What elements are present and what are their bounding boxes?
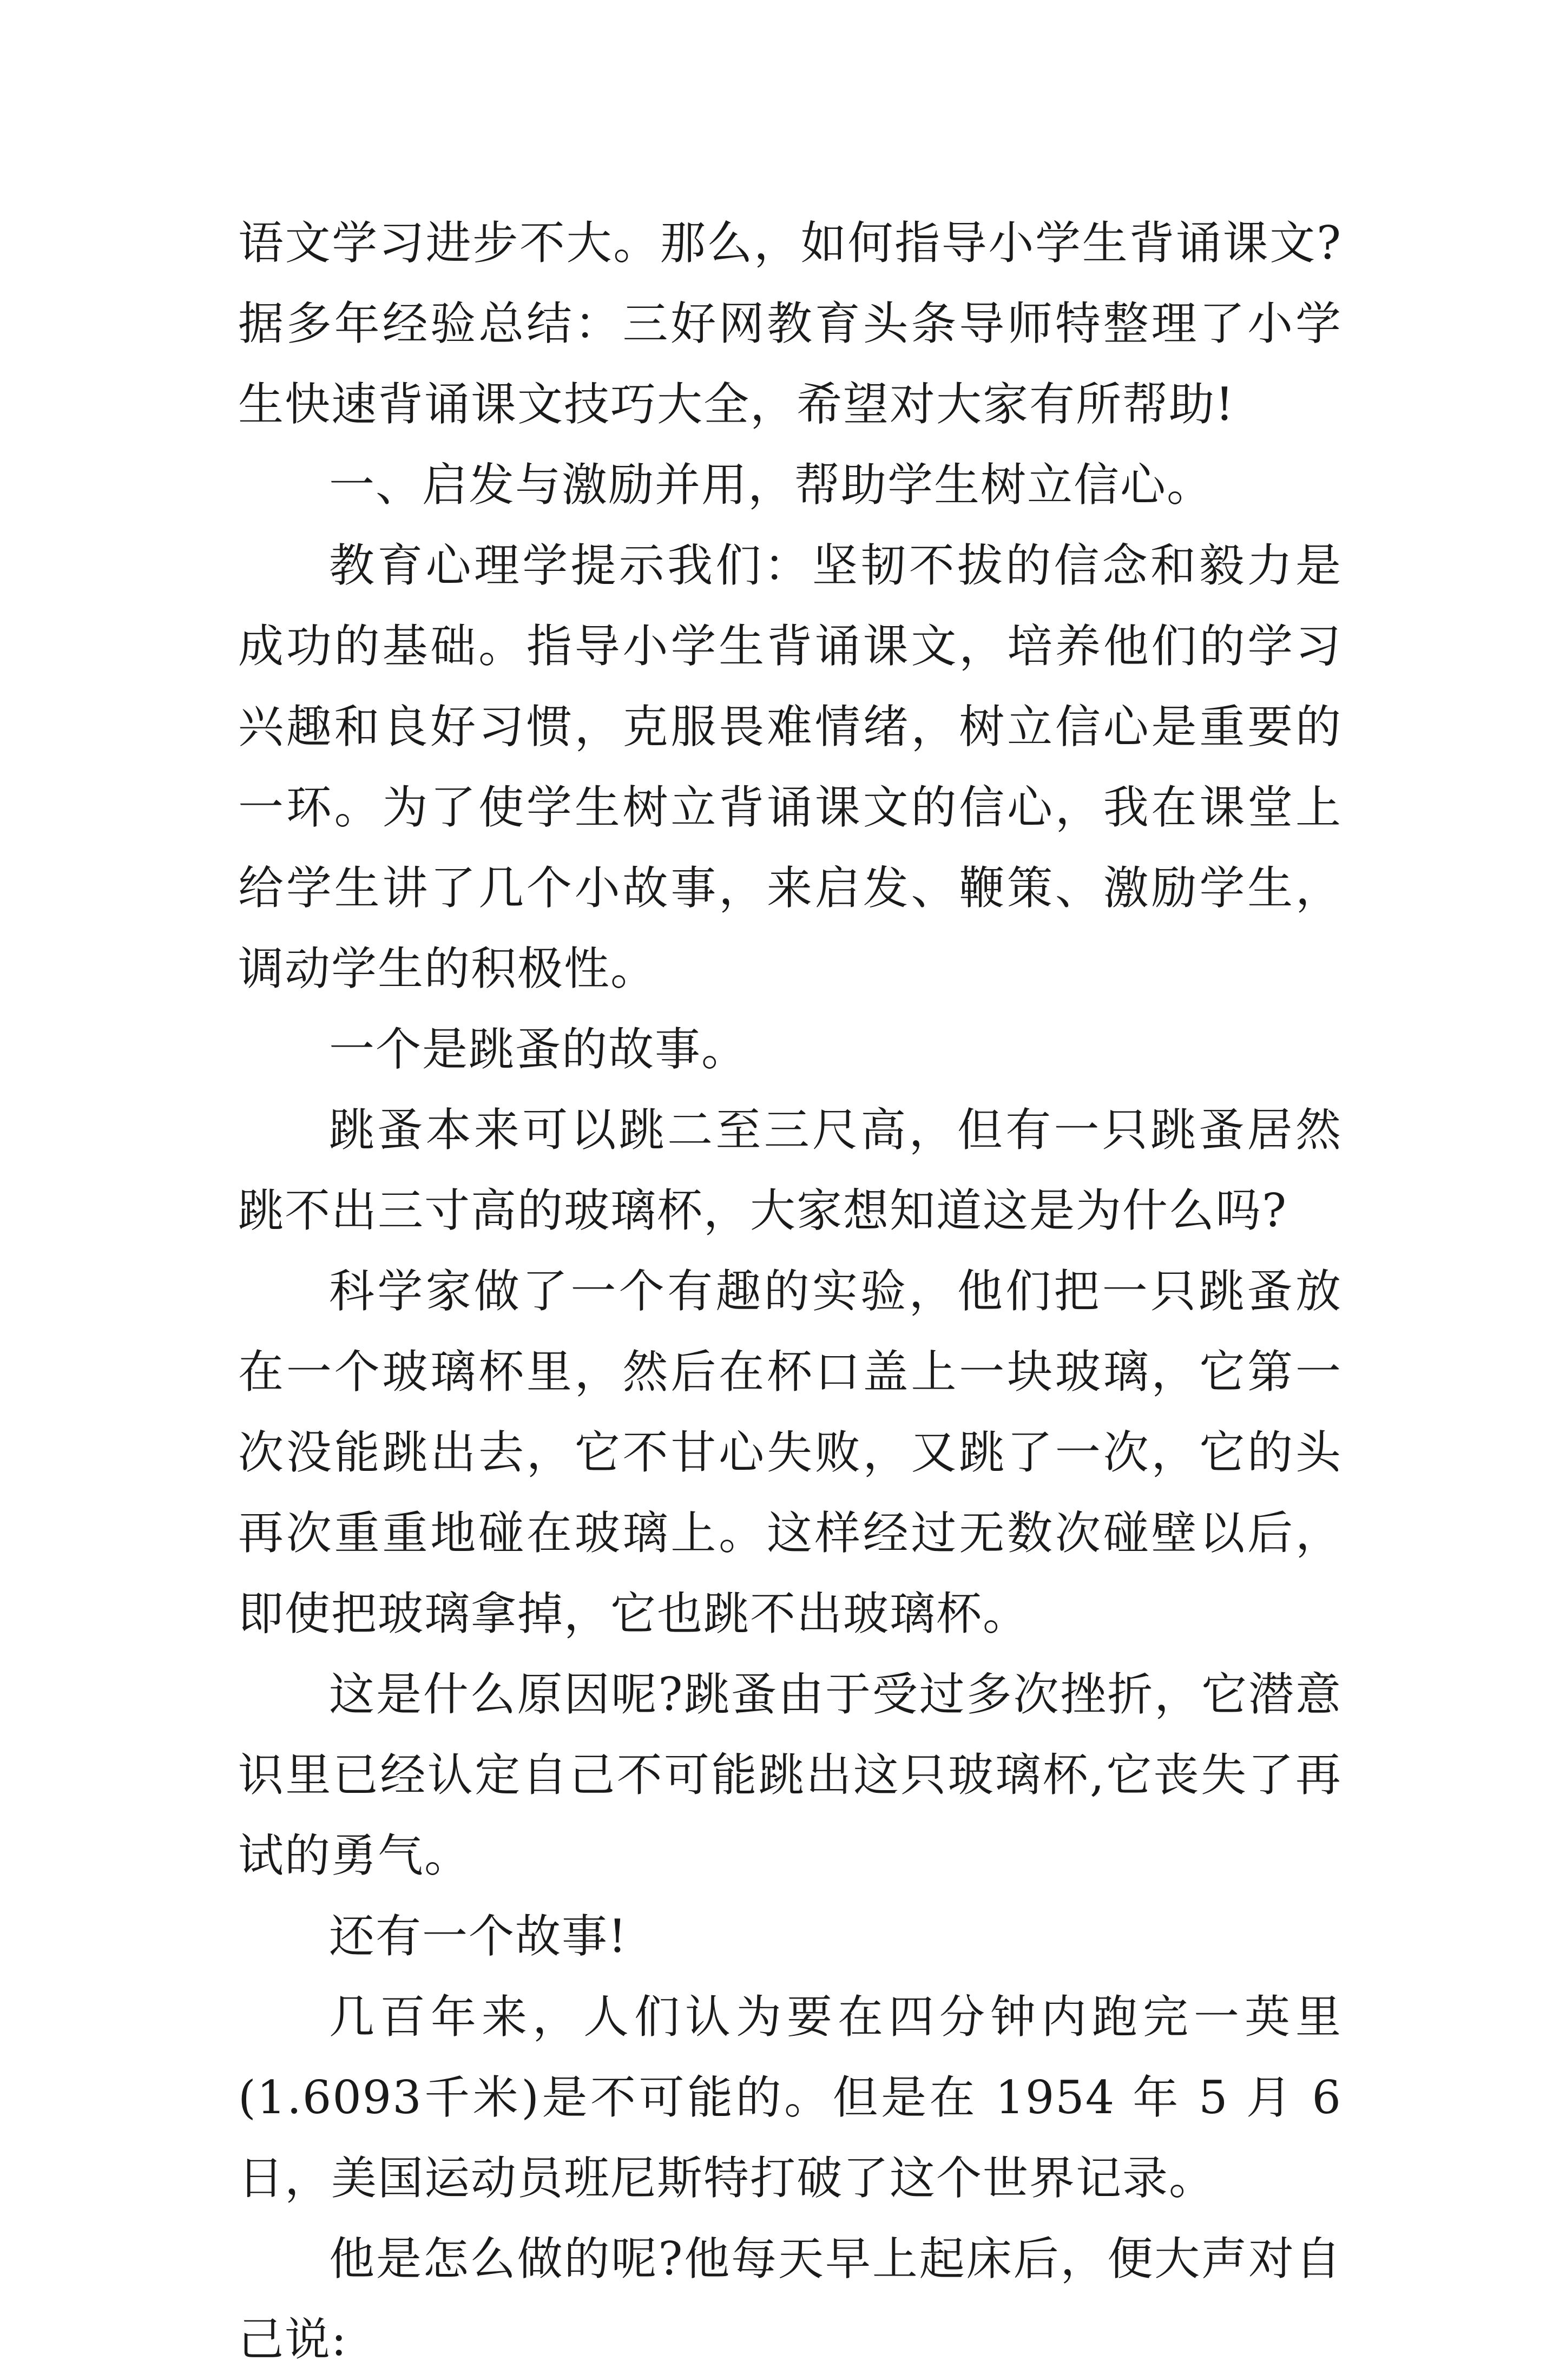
document-body xyxy=(238,203,1342,2380)
paragraph-flea-experiment: 科学家做了一个有趣的实验，他们把一只跳蚤放在一个玻璃杯里，然后在杯口盖上一块玻璃，它第一次没能跳出去，它不甘心失败，又跳了一次，它的头再次重重地碰在玻璃上。这样经过无数次碰壁以后，即使把玻璃拿掉，它也跳不出玻璃杯。 xyxy=(238,1265,1342,1640)
paragraph-another-story: 还有一个故事! xyxy=(329,1910,628,1963)
paragraph-flea-question: 跳蚤本来可以跳二至三尺高，但有一只跳蚤居然跳不出三寸高的玻璃杯，大家想知道这是为什么吗? xyxy=(238,1103,1342,1237)
paragraph-psychology: 教育心理学提示我们：坚韧不拔的信念和毅力是成功的基础。指导小学生背诵课文，培养他们的学习兴趣和良好习惯，克服畏难情绪，树立信心是重要的一环。为了使学生树立背诵课文的信心，我在课堂上给学生讲了几个小故事，来启发、鞭策、激励学生，调动学生的积极性。 xyxy=(238,539,1342,995)
paragraph-mile-record: 几百年来，人们认为要在四分钟内跑完一英里(1.6093千米)是不可能的。但是在 1954 年 5 月 6 日，美国运动员班尼斯特打破了这个世界记录。 xyxy=(238,1990,1342,2205)
paragraph-intro-continuation: 语文学习进步不大。那么，如何指导小学生背诵课文?据多年经验总结：三好网教育头条导师特整理了小学生快速背诵课文技巧大全，希望对大家有所帮助! xyxy=(238,216,1342,431)
paragraph-how-he-did-it: 他是怎么做的呢?他每天早上起床后，便大声对自己说: xyxy=(238,2232,1342,2366)
paragraph-flea-reason: 这是什么原因呢?跳蚤由于受过多次挫折，它潜意识里已经认定自己不可能跳出这只玻璃杯,它丧失了再试的勇气。 xyxy=(238,1668,1342,1882)
paragraph-flea-story-intro: 一个是跳蚤的故事。 xyxy=(329,1023,748,1076)
section-heading-1: 一、启发与激励并用，帮助学生树立信心。 xyxy=(329,458,1214,511)
